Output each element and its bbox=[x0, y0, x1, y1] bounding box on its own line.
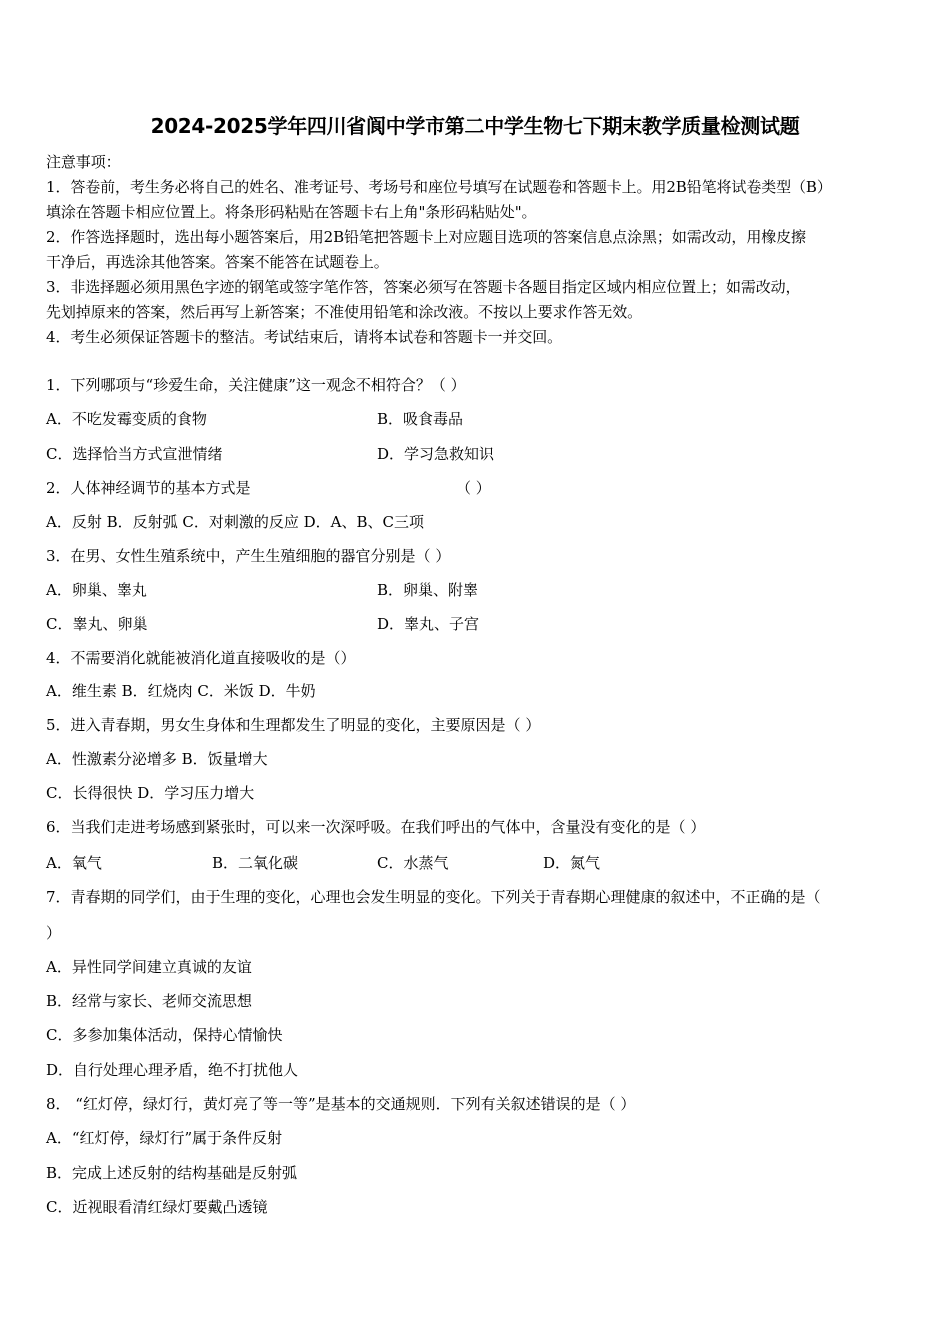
notice-line: 3．非选择题必须用黑色字迹的钢笔或签字笔作答，答案必须写在答题卡各题目指定区域内相应位置上；如需改动， bbox=[46, 278, 801, 296]
question-6-option-c: C．水蒸气 bbox=[377, 854, 449, 872]
question-1-stem: 1．下列哪项与“珍爱生命，关注健康”这一观念不相符合？（ ） bbox=[46, 376, 466, 394]
question-2-stem: 2．人体神经调节的基本方式是 bbox=[46, 479, 251, 497]
question-7-option-c: C．多参加集体活动，保持心情愉快 bbox=[46, 1026, 283, 1044]
question-3-stem: 3．在男、女性生殖系统中，产生生殖细胞的器官分别是（ ） bbox=[46, 547, 451, 565]
question-4-options: A．维生素 B．红烧肉 C．米饭 D．牛奶 bbox=[46, 682, 316, 700]
question-6-stem: 6．当我们走进考场感到紧张时，可以来一次深呼吸。在我们呼出的气体中，含量没有变化的是（ ） bbox=[46, 818, 706, 836]
question-7-stem-end: ） bbox=[46, 924, 62, 942]
question-3-option-c: C．睾丸、卵巢 bbox=[46, 615, 148, 633]
question-7-option-a: A．异性同学间建立真诚的友谊 bbox=[46, 958, 252, 976]
notice-line: 4．考生必须保证答题卡的整洁。考试结束后，请将本试卷和答题卡一并交回。 bbox=[46, 328, 563, 346]
question-7-stem: 7．青春期的同学们，由于生理的变化，心理也会发生明显的变化。下列关于青春期心理健康的叙述中，不正确的是（ bbox=[46, 888, 821, 906]
question-8-option-b: B．完成上述反射的结构基础是反射弧 bbox=[46, 1164, 298, 1182]
question-7-option-d: D．自行处理心理矛盾，绝不打扰他人 bbox=[46, 1061, 299, 1079]
question-3-option-a: A．卵巢、睾丸 bbox=[46, 581, 147, 599]
question-1-option-b: B．吸食毒品 bbox=[377, 410, 464, 428]
question-6-option-a: A．氧气 bbox=[46, 854, 102, 872]
notice-line: 填涂在答题卡相应位置上。将条形码粘贴在答题卡右上角"条形码粘贴处"。 bbox=[46, 203, 537, 221]
notice-heading: 注意事项： bbox=[46, 153, 121, 171]
question-5-stem: 5．进入青春期，男女生身体和生理都发生了明显的变化，主要原因是（ ） bbox=[46, 716, 541, 734]
question-1-option-c: C．选择恰当方式宣泄情绪 bbox=[46, 445, 223, 463]
notice-line: 先划掉原来的答案，然后再写上新答案；不准使用铅笔和涂改液。不按以上要求作答无效。 bbox=[46, 303, 643, 321]
question-3-option-d: D．睾丸、子宫 bbox=[377, 615, 480, 633]
question-2-options: A．反射 B．反射弧 C．对刺激的反应 D．A、B、C三项 bbox=[46, 513, 424, 531]
exam-title: 2024-2025学年四川省阆中学市第二中学生物七下期末教学质量检测试题 bbox=[150, 114, 800, 138]
question-3-option-b: B．卵巢、附睾 bbox=[377, 581, 479, 599]
notice-line: 干净后，再选涂其他答案。答案不能答在试题卷上。 bbox=[46, 253, 389, 271]
question-2-answer-paren: （ ） bbox=[456, 479, 491, 497]
notice-line: 1．答卷前，考生务必将自己的姓名、准考证号、考场号和座位号填写在试题卷和答题卡上。用2B铅笔将试卷类型（B） bbox=[46, 178, 832, 196]
question-1-option-a: A．不吃发霉变质的食物 bbox=[46, 410, 207, 428]
question-7-option-b: B．经常与家长、老师交流思想 bbox=[46, 992, 253, 1010]
question-8-option-c: C．近视眼看清红绿灯要戴凸透镜 bbox=[46, 1198, 268, 1216]
question-1-option-d: D．学习急救知识 bbox=[377, 445, 495, 463]
question-6-option-d: D．氮气 bbox=[543, 854, 601, 872]
question-4-stem: 4．不需要消化就能被消化道直接吸收的是（） bbox=[46, 649, 356, 667]
question-8-stem: 8． “红灯停，绿灯行，黄灯亮了等一等”是基本的交通规则．下列有关叙述错误的是（ ） bbox=[46, 1095, 636, 1113]
question-6-option-b: B．二氧化碳 bbox=[212, 854, 299, 872]
question-8-option-a: A．“红灯停，绿灯行”属于条件反射 bbox=[46, 1129, 283, 1147]
question-5-options-ab: A．性激素分泌增多 B．饭量增大 bbox=[46, 750, 268, 768]
question-5-options-cd: C．长得很快 D．学习压力增大 bbox=[46, 784, 255, 802]
notice-line: 2．作答选择题时，选出每小题答案后，用2B铅笔把答题卡上对应题目选项的答案信息点涂黑；如需改动，用橡皮擦 bbox=[46, 228, 806, 246]
